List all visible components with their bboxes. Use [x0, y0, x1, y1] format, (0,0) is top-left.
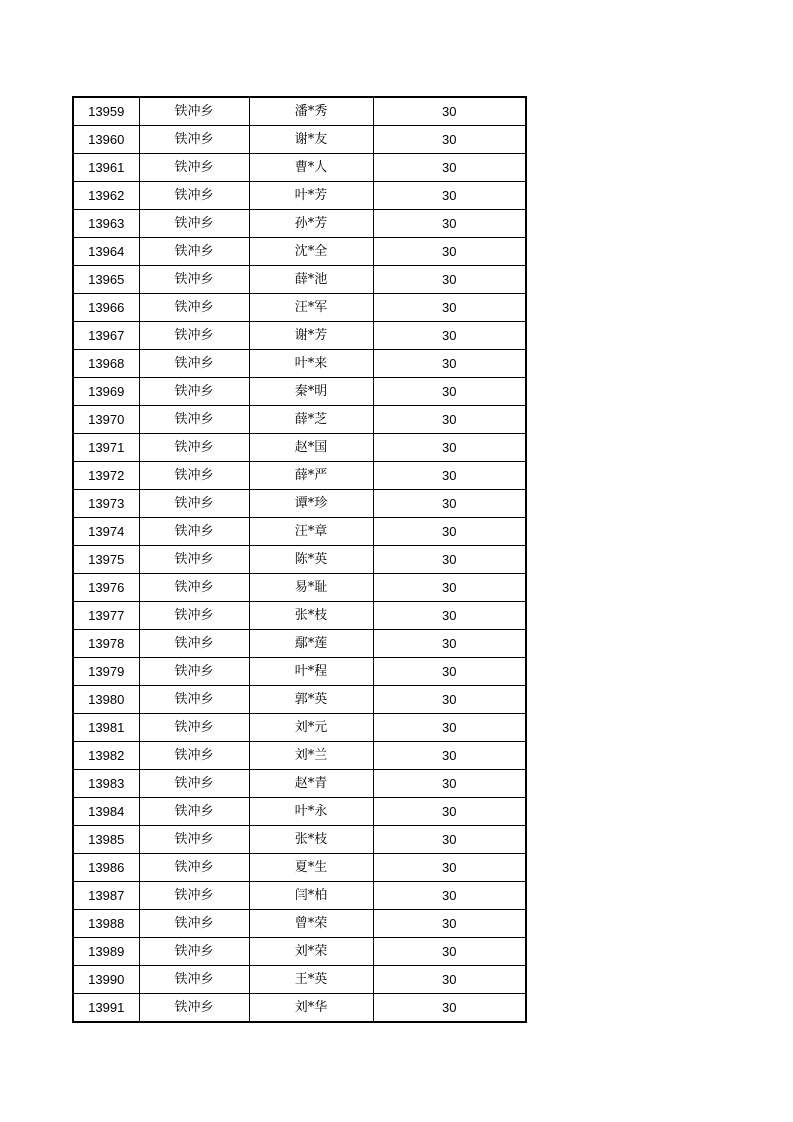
amount-cell: 30	[373, 434, 526, 462]
row-number-cell: 13970	[73, 406, 139, 434]
township-cell: 铁冲乡	[139, 798, 249, 826]
table-row	[73, 742, 526, 770]
township-cell: 铁冲乡	[139, 854, 249, 882]
person-name-cell: 赵*国	[249, 434, 373, 462]
township-cell: 铁冲乡	[139, 966, 249, 994]
table-row	[73, 126, 526, 154]
person-name-cell: 曾*荣	[249, 910, 373, 938]
person-name-cell: 薛*严	[249, 462, 373, 490]
row-number-cell: 13959	[73, 97, 139, 126]
person-name-cell: 闫*柏	[249, 882, 373, 910]
table-row	[73, 826, 526, 854]
table-row	[73, 574, 526, 602]
amount-cell: 30	[373, 210, 526, 238]
table-row	[73, 994, 526, 1023]
person-name-cell: 郭*英	[249, 686, 373, 714]
table-row	[73, 938, 526, 966]
amount-cell: 30	[373, 770, 526, 798]
table-row	[73, 686, 526, 714]
row-number-cell: 13984	[73, 798, 139, 826]
township-cell: 铁冲乡	[139, 350, 249, 378]
table-row	[73, 210, 526, 238]
amount-cell: 30	[373, 126, 526, 154]
person-name-cell: 刘*华	[249, 994, 373, 1023]
person-name-cell: 曹*人	[249, 154, 373, 182]
township-cell: 铁冲乡	[139, 574, 249, 602]
township-cell: 铁冲乡	[139, 910, 249, 938]
row-number-cell: 13965	[73, 266, 139, 294]
amount-cell: 30	[373, 938, 526, 966]
roster-table-body	[73, 97, 526, 1022]
township-cell: 铁冲乡	[139, 294, 249, 322]
person-name-cell: 叶*永	[249, 798, 373, 826]
person-name-cell: 易*耻	[249, 574, 373, 602]
row-number-cell: 13964	[73, 238, 139, 266]
table-row	[73, 322, 526, 350]
row-number-cell: 13979	[73, 658, 139, 686]
amount-cell: 30	[373, 154, 526, 182]
amount-cell: 30	[373, 798, 526, 826]
township-cell: 铁冲乡	[139, 882, 249, 910]
row-number-cell: 13980	[73, 686, 139, 714]
person-name-cell: 薛*芝	[249, 406, 373, 434]
table-row	[73, 97, 526, 126]
person-name-cell: 叶*芳	[249, 182, 373, 210]
amount-cell: 30	[373, 266, 526, 294]
row-number-cell: 13977	[73, 602, 139, 630]
person-name-cell: 叶*来	[249, 350, 373, 378]
table-row	[73, 882, 526, 910]
amount-cell: 30	[373, 97, 526, 126]
person-name-cell: 陈*英	[249, 546, 373, 574]
row-number-cell: 13987	[73, 882, 139, 910]
table-row	[73, 854, 526, 882]
row-number-cell: 13981	[73, 714, 139, 742]
table-row	[73, 518, 526, 546]
township-cell: 铁冲乡	[139, 826, 249, 854]
amount-cell: 30	[373, 294, 526, 322]
amount-cell: 30	[373, 574, 526, 602]
township-cell: 铁冲乡	[139, 154, 249, 182]
table-row	[73, 434, 526, 462]
row-number-cell: 13971	[73, 434, 139, 462]
amount-cell: 30	[373, 742, 526, 770]
township-cell: 铁冲乡	[139, 518, 249, 546]
person-name-cell: 孙*芳	[249, 210, 373, 238]
row-number-cell: 13983	[73, 770, 139, 798]
amount-cell: 30	[373, 882, 526, 910]
table-row	[73, 406, 526, 434]
person-name-cell: 刘*兰	[249, 742, 373, 770]
township-cell: 铁冲乡	[139, 97, 249, 126]
township-cell: 铁冲乡	[139, 238, 249, 266]
township-cell: 铁冲乡	[139, 434, 249, 462]
amount-cell: 30	[373, 630, 526, 658]
amount-cell: 30	[373, 490, 526, 518]
township-cell: 铁冲乡	[139, 266, 249, 294]
amount-cell: 30	[373, 714, 526, 742]
person-name-cell: 谢*友	[249, 126, 373, 154]
person-name-cell: 秦*明	[249, 378, 373, 406]
row-number-cell: 13961	[73, 154, 139, 182]
person-name-cell: 张*枝	[249, 826, 373, 854]
row-number-cell: 13982	[73, 742, 139, 770]
row-number-cell: 13985	[73, 826, 139, 854]
township-cell: 铁冲乡	[139, 322, 249, 350]
row-number-cell: 13991	[73, 994, 139, 1023]
row-number-cell: 13986	[73, 854, 139, 882]
township-cell: 铁冲乡	[139, 686, 249, 714]
township-cell: 铁冲乡	[139, 714, 249, 742]
person-name-cell: 谭*珍	[249, 490, 373, 518]
township-cell: 铁冲乡	[139, 182, 249, 210]
person-name-cell: 刘*元	[249, 714, 373, 742]
row-number-cell: 13966	[73, 294, 139, 322]
amount-cell: 30	[373, 686, 526, 714]
row-number-cell: 13988	[73, 910, 139, 938]
table-row	[73, 182, 526, 210]
row-number-cell: 13989	[73, 938, 139, 966]
person-name-cell: 沈*全	[249, 238, 373, 266]
township-cell: 铁冲乡	[139, 406, 249, 434]
row-number-cell: 13974	[73, 518, 139, 546]
table-row	[73, 546, 526, 574]
table-row	[73, 910, 526, 938]
table-row	[73, 378, 526, 406]
table-row	[73, 966, 526, 994]
amount-cell: 30	[373, 546, 526, 574]
amount-cell: 30	[373, 238, 526, 266]
person-name-cell: 薛*池	[249, 266, 373, 294]
amount-cell: 30	[373, 910, 526, 938]
person-name-cell: 赵*青	[249, 770, 373, 798]
amount-cell: 30	[373, 854, 526, 882]
table-row	[73, 266, 526, 294]
amount-cell: 30	[373, 994, 526, 1023]
person-name-cell: 汪*章	[249, 518, 373, 546]
township-cell: 铁冲乡	[139, 770, 249, 798]
row-number-cell: 13975	[73, 546, 139, 574]
table-row	[73, 770, 526, 798]
amount-cell: 30	[373, 966, 526, 994]
table-row	[73, 630, 526, 658]
township-cell: 铁冲乡	[139, 630, 249, 658]
township-cell: 铁冲乡	[139, 210, 249, 238]
row-number-cell: 13973	[73, 490, 139, 518]
township-cell: 铁冲乡	[139, 546, 249, 574]
amount-cell: 30	[373, 182, 526, 210]
person-name-cell: 鄢*莲	[249, 630, 373, 658]
person-name-cell: 张*枝	[249, 602, 373, 630]
township-cell: 铁冲乡	[139, 742, 249, 770]
person-name-cell: 叶*程	[249, 658, 373, 686]
amount-cell: 30	[373, 462, 526, 490]
person-name-cell: 夏*生	[249, 854, 373, 882]
row-number-cell: 13990	[73, 966, 139, 994]
row-number-cell: 13962	[73, 182, 139, 210]
row-number-cell: 13963	[73, 210, 139, 238]
row-number-cell: 13969	[73, 378, 139, 406]
row-number-cell: 13972	[73, 462, 139, 490]
amount-cell: 30	[373, 826, 526, 854]
township-cell: 铁冲乡	[139, 490, 249, 518]
table-row	[73, 350, 526, 378]
table-row	[73, 238, 526, 266]
person-name-cell: 刘*荣	[249, 938, 373, 966]
person-name-cell: 潘*秀	[249, 97, 373, 126]
amount-cell: 30	[373, 658, 526, 686]
table-row	[73, 294, 526, 322]
table-row	[73, 602, 526, 630]
township-cell: 铁冲乡	[139, 378, 249, 406]
amount-cell: 30	[373, 350, 526, 378]
row-number-cell: 13960	[73, 126, 139, 154]
table-row	[73, 798, 526, 826]
table-row	[73, 658, 526, 686]
roster-table	[72, 96, 527, 1023]
person-name-cell: 谢*芳	[249, 322, 373, 350]
row-number-cell: 13968	[73, 350, 139, 378]
township-cell: 铁冲乡	[139, 462, 249, 490]
row-number-cell: 13978	[73, 630, 139, 658]
township-cell: 铁冲乡	[139, 938, 249, 966]
amount-cell: 30	[373, 518, 526, 546]
township-cell: 铁冲乡	[139, 994, 249, 1023]
township-cell: 铁冲乡	[139, 658, 249, 686]
table-row	[73, 154, 526, 182]
row-number-cell: 13967	[73, 322, 139, 350]
amount-cell: 30	[373, 378, 526, 406]
amount-cell: 30	[373, 322, 526, 350]
amount-cell: 30	[373, 602, 526, 630]
amount-cell: 30	[373, 406, 526, 434]
township-cell: 铁冲乡	[139, 602, 249, 630]
table-row	[73, 714, 526, 742]
table-row	[73, 490, 526, 518]
table-row	[73, 462, 526, 490]
township-cell: 铁冲乡	[139, 126, 249, 154]
person-name-cell: 王*英	[249, 966, 373, 994]
person-name-cell: 汪*军	[249, 294, 373, 322]
row-number-cell: 13976	[73, 574, 139, 602]
